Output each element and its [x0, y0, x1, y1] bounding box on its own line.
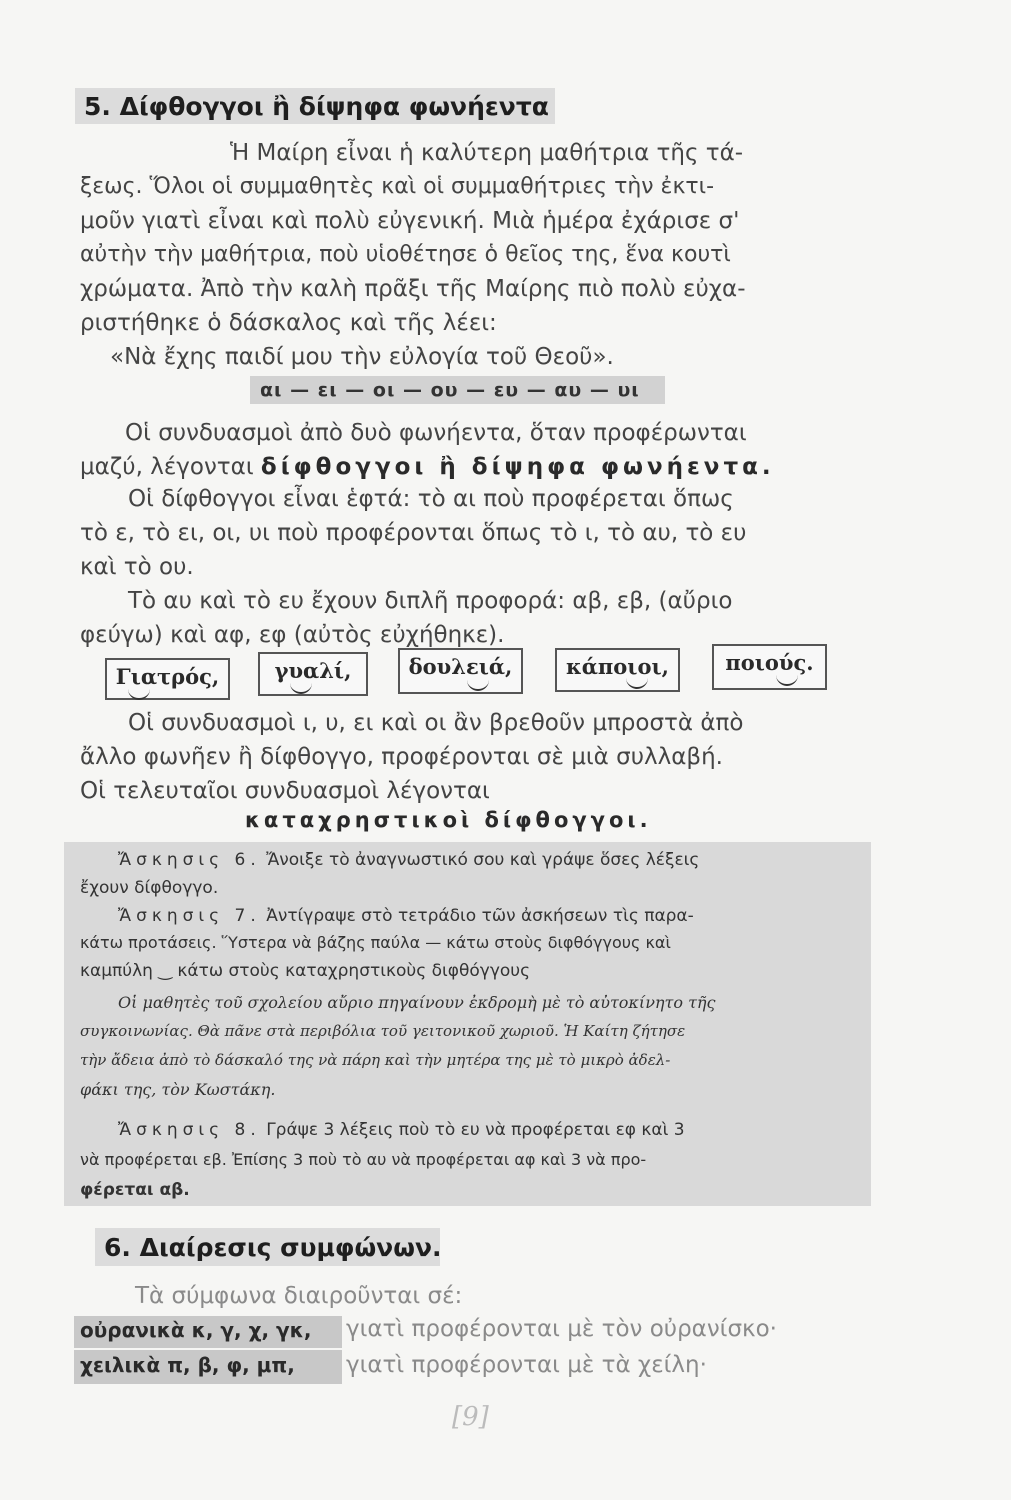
rule-line: Οἱ συνδυασμοὶ ι, υ, ει καὶ οι ἂν βρεθοῦν μπροστὰ ἀπὸ: [128, 710, 744, 736]
rule-line: Οἱ τελευταῖοι συνδυασμοὶ λέγονται: [80, 778, 490, 804]
paragraph-line: χρώματα. Ἀπὸ τὴν καλὴ πρᾶξι τῆς Μαίρης πιὸ πολὺ εὐχα-: [80, 276, 746, 302]
paragraph-line: «Νὰ ἔχης παιδί μου τὴν εὐλογία τοῦ Θεοῦ».: [110, 344, 614, 370]
paragraph-line: ξεως. Ὅλοι οἱ συμμαθητὲς καὶ οἱ συμμαθήτριες τὴν ἐκτι-: [80, 174, 715, 199]
palatal-label: οὐρανικὰ κ, γ, χ, γκ,: [80, 1318, 312, 1342]
exercise-line: καμπύλη ‿ κάτω στοὺς καταχρηστικοὺς διφθόγγους: [80, 961, 531, 981]
section-6-heading: 6. Διαίρεσις συμφώνων.: [104, 1233, 442, 1262]
page-number: [9]: [452, 1402, 489, 1432]
example-word: Γιατρός,: [115, 664, 220, 689]
exercise-line: κάτω προτάσεις. Ὕστερα νὰ βάζης παύλα — κάτω στοὺς διφθόγγους καὶ: [80, 933, 671, 952]
exercise-label: Ἄσκησις 8.: [118, 1120, 261, 1140]
exercise-7-sentence: τὴν ἄδεια ἀπὸ τὸ δάσκαλό της νὰ πάρη καὶ τὴν μητέρα της μὲ τὸ μικρὸ ἀδελ-: [80, 1051, 671, 1069]
rule-line: Οἱ δίφθογγοι εἶναι ἑφτά: τὸ αι ποὺ προφέρεται ὅπως: [128, 486, 734, 512]
example-word: γυαλί,: [274, 658, 352, 683]
diphthong-row: αι — ει — οι — ου — ευ — αυ — υι: [260, 379, 640, 401]
example-word-box: [105, 658, 230, 700]
labial-label: χειλικὰ π, β, φ, μπ,: [80, 1353, 295, 1377]
labial-text: γιατὶ προφέρονται μὲ τὰ χείλη·: [346, 1352, 707, 1378]
rule-line: φεύγω) καὶ αφ, εφ (αὐτὸς εὐχήθηκε).: [80, 622, 505, 648]
rule-line: τὸ ε, τὸ ει, οι, υι ποὺ προφέρονται ὅπως τὸ ι, τὸ αυ, τὸ ευ: [80, 520, 747, 546]
example-word-box: [555, 648, 680, 692]
exercise-8: [118, 1120, 685, 1140]
section-5-heading: 5. Δίφθογγοι ἢ δίψηφα φωνήεντα: [84, 92, 549, 121]
exercise-7-sentence: φάκι της, τὸν Κωστάκη.: [80, 1080, 276, 1099]
term-improper-diphthongs: καταχρηστικοὶ δίφθογγοι.: [245, 808, 652, 832]
paragraph-line: μοῦν γιατὶ εἶναι καὶ πολὺ εὐγενική. Μιὰ ἡμέρα ἐχάρισε σ': [80, 208, 740, 234]
example-word-box: [258, 652, 368, 696]
exercise-7: [118, 906, 694, 926]
paragraph-line: ριστήθηκε ὁ δάσκαλος καὶ τῆς λέει:: [80, 310, 497, 336]
example-word: ποιούς.: [725, 650, 814, 675]
example-word: κάποιοι,: [566, 654, 669, 679]
exercise-7-sentence: Οἱ μαθητὲς τοῦ σχολείου αὔριο πηγαίνουν ἐκδρομὴ μὲ τὸ αὐτοκίνητο τῆς: [118, 993, 716, 1012]
paragraph-line: Ἡ Μαίρη εἶναι ἡ καλύτερη μαθήτρια τῆς τά-: [230, 140, 744, 166]
exercise-line: νὰ προφέρεται εβ. Ἐπίσης 3 ποὺ τὸ αυ νὰ προφέρεται αφ καὶ 3 νὰ προ-: [80, 1150, 647, 1169]
exercise-7-sentence: συγκοινωνίας. Θὰ πᾶνε στὰ περιβόλια τοῦ γειτονικοῦ χωριοῦ. Ἡ Καίτη ζήτησε: [80, 1022, 686, 1040]
exercise-label: Ἄσκησις 6.: [118, 850, 261, 870]
exercise-text: Ἀντίγραψε στὸ τετράδιο τῶν ἀσκήσεων τὶς παρα-: [266, 906, 694, 926]
rule-line: [80, 454, 775, 480]
exercise-line: φέρεται αβ.: [80, 1180, 190, 1200]
exercise-text: Ἄνοιξε τὸ ἀναγνωστικό σου καὶ γράψε ὅσες λέξεις: [266, 850, 700, 870]
exercise-label: Ἄσκησις 7.: [118, 906, 261, 926]
exercise-text: Γράψε 3 λέξεις ποὺ τὸ ευ νὰ προφέρεται εφ καὶ 3: [266, 1120, 685, 1140]
term-diphthongs: δίφθογγοι ἢ δίψηφα φωνήεντα.: [260, 454, 775, 480]
example-word: δουλειά,: [408, 654, 513, 679]
example-word-box: [398, 648, 523, 694]
paragraph-line: αὐτὴν τὴν μαθήτρια, ποὺ υἱοθέτησε ὁ θεῖος της, ἕνα κουτὶ: [80, 242, 731, 267]
rule-text: μαζύ, λέγονται: [80, 454, 261, 480]
exercise-6: [118, 850, 699, 870]
section-6-intro: Τὰ σύμφωνα διαιροῦνται σέ:: [135, 1283, 463, 1309]
rule-line: καὶ τὸ ου.: [80, 554, 194, 580]
rule-line: Οἱ συνδυασμοὶ ἀπὸ δυὸ φωνήεντα, ὅταν προφέρωνται: [125, 420, 747, 446]
exercise-line: ἔχουν δίφθογγο.: [80, 878, 219, 898]
palatal-text: γιατὶ προφέρονται μὲ τὸν οὐρανίσκο·: [346, 1316, 777, 1342]
example-word-box: [712, 644, 827, 690]
rule-line: Τὸ αυ καὶ τὸ ευ ἔχουν διπλῆ προφορά: αβ, εβ, (αὔριο: [128, 588, 733, 614]
rule-line: ἄλλο φωνῆεν ἢ δίφθογγο, προφέρονται σὲ μιὰ συλλαβή.: [80, 744, 723, 770]
